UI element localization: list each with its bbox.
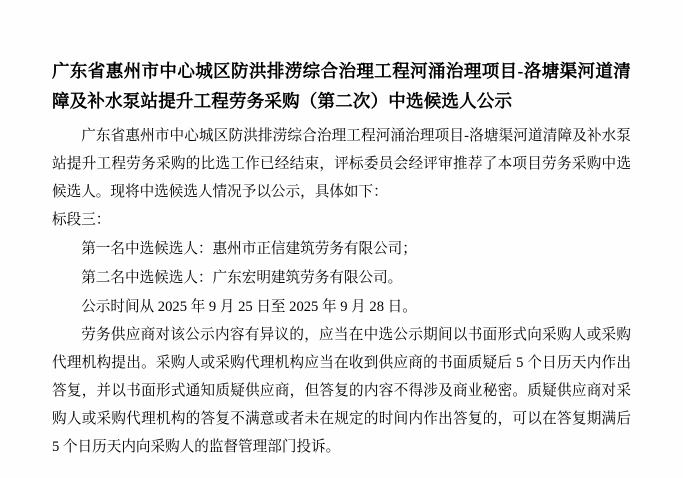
section-label-lot-three: 标段三： <box>52 212 111 228</box>
paragraph-intro: 广东省惠州市中心城区防洪排涝综合治理工程河涌治理项目-洛塘渠河道清障及补水泵站提升工程劳务采购的比选工作已经结束，评标委员会经评审推荐了本项目劳务采购中选候选人。现将中选候选人情况予以公示，具体如下： <box>52 128 631 200</box>
page-title: 广东省惠州市中心城区防洪排涝综合治理工程河涌治理项目-洛塘渠河道清障及补水泵站提升工程劳务采购（第二次）中选候选人公示 <box>52 61 631 111</box>
publicity-period: 公示时间从 2025 年 9 月 25 日至 2025 年 9 月 28 日。 <box>81 299 417 315</box>
candidate-second-place: 第二名中选候选人：广东宏明建筑劳务有限公司。 <box>81 270 403 286</box>
candidate-first-place: 第一名中选候选人：惠州市正信建筑劳务有限公司； <box>81 241 417 257</box>
objection-notice: 劳务供应商对该公示内容有异议的，应当在中选公示期间以书面形式向采购人或采购代理机构提出。采购人或采购代理机构应当在收到供应商的书面质疑后 5 个日历天内作出答复，并以书面形式通知质疑供应商，但答复的内容不得涉及商业秘密。质疑供应商对采购人或采购代理机构的答复不满意或者未在规定的时间内作出答复的，可以在答复期满后 5 个日历天内向采购人的监督管理部门投诉。 <box>52 327 631 455</box>
